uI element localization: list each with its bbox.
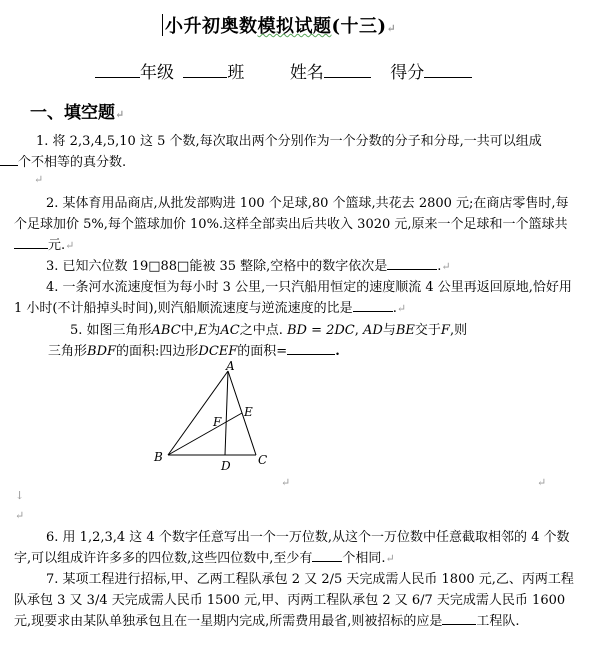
name-label: 姓名: [289, 63, 324, 83]
text-cursor: [162, 14, 163, 36]
triangle-figure: [140, 360, 280, 475]
label-E: E: [244, 405, 253, 419]
q2-blank[interactable]: [14, 248, 48, 249]
segment-AB: [168, 371, 228, 455]
q5-blank[interactable]: [287, 354, 335, 355]
question-1: 1. 将 2,3,4,5,10 这 5 个数,每次取出两个分别作为一个分数的分子和分母,一共可以组成 个不相等的真分数.: [14, 131, 576, 173]
label-F: F: [213, 415, 222, 429]
q1-blank[interactable]: [0, 165, 18, 166]
label-C: C: [258, 453, 268, 467]
label-A: A: [226, 360, 235, 373]
question-2: 2. 某体育用品商店,从批发部购进 100 个足球,80 个篮球,共花去 2800 元;在商店零售时,每个足球加价 5%,每个篮球加价 10%.这样全部卖出后共收入 3020 元,原来一个足球和一个篮球共元.↵: [14, 196, 569, 253]
class-blank[interactable]: [183, 77, 227, 78]
class-label: 班: [227, 63, 245, 83]
question-4: 4. 一条河水流速度恒为每小时 3 公里,一只汽船用恒定的速度顺流 4 公里再返回原地,恰好用 1 小时(不计船掉头时间),则汽船顺流速度与逆流速度的比是 .↵: [14, 280, 572, 316]
spellcheck-word: 模拟试题: [257, 16, 332, 37]
page-title: 小升初奥数模拟试题(十三)↵: [162, 12, 396, 38]
label-D: D: [221, 459, 231, 473]
paragraph-mark: ↵: [281, 476, 291, 489]
paragraph-mark: ↵: [115, 108, 125, 121]
score-blank[interactable]: [424, 77, 472, 78]
paragraph-mark: ↵: [537, 476, 547, 489]
paragraph-mark: ↓: [15, 489, 25, 502]
segment-AD: [225, 371, 228, 455]
section-heading: 一、填空题↵: [30, 103, 125, 123]
question-7: 7. 某项工程进行招标,甲、乙两工程队承包 2 又 2/5 天完成需人民币 1800 元,乙、丙两工程队承包 3 又 3/4 天完成需人民币 1500 元,甲、丙两工程队承包 2 又 6/7 天完成需人民币 1600 元,现要求由某队单独承包且在一星期内完成,所需费用最省,则被招标的应是 工程队.: [14, 572, 574, 629]
student-info-line: [95, 58, 472, 83]
q6-blank[interactable]: [312, 561, 342, 562]
label-B: B: [154, 450, 163, 464]
paragraph-mark: ↵: [385, 552, 395, 565]
question-5-line-1: 5. 如图三角形ABC中,E为AC之中点. BD = 2DC, AD与BE交于F,则: [70, 323, 468, 338]
paragraph-mark: ↵: [65, 239, 75, 252]
q4-blank[interactable]: [353, 311, 393, 312]
grade-blank[interactable]: [95, 77, 140, 78]
grade-label: 年级: [140, 63, 174, 83]
q3-blank[interactable]: [387, 269, 437, 270]
paragraph-mark: ↵: [34, 173, 44, 186]
question-6: 6. 用 1,2,3,4 这 4 个数字任意写出一个一万位数,从这个一万位数中任意截取相邻的 4 个数字,可以组成许许多多的四位数,这些四位数中,至少有 个相同.↵: [14, 530, 570, 566]
question-3: 3. 已知六位数 19□88□能被 35 整除,空格中的数字依次是 .↵: [46, 259, 451, 274]
paragraph-mark: ↵: [15, 509, 25, 522]
paragraph-mark: ↵: [386, 22, 397, 35]
paragraph-mark: ↵: [396, 302, 407, 315]
score-label: 得分: [390, 63, 425, 83]
q7-blank[interactable]: [442, 624, 476, 625]
segment-BE: [168, 413, 242, 455]
question-5-line-2: 三角形BDF的面积:四边形DCEF的面积= .: [48, 344, 340, 359]
name-blank[interactable]: [324, 77, 371, 78]
paragraph-mark: ↵: [441, 260, 451, 273]
